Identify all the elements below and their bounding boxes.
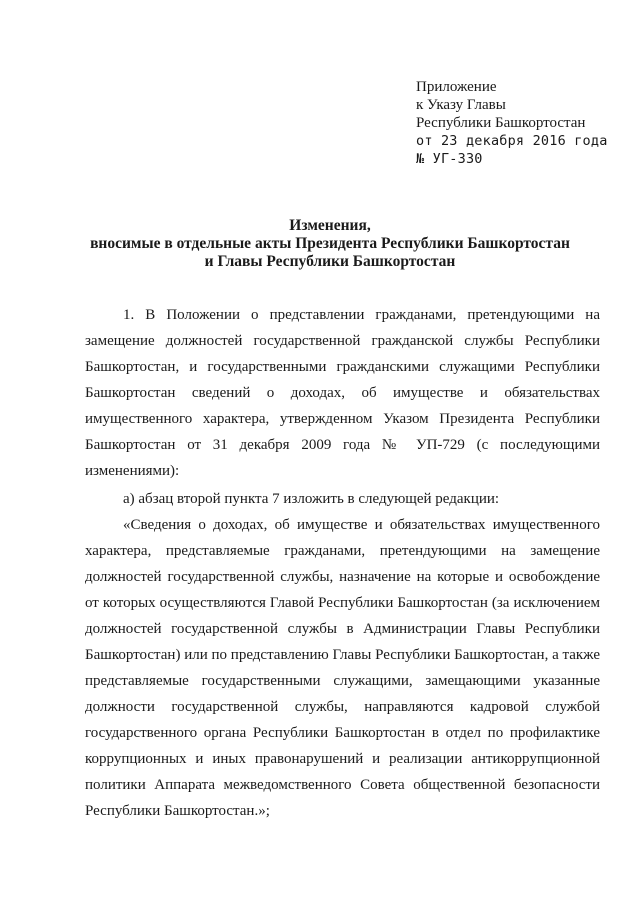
appendix-number: № УГ-330 xyxy=(416,151,483,167)
title-line-3: и Главы Республики Башкортостан xyxy=(204,253,456,270)
paragraph-1: 1. В Положении о представлении гражданами, претендующими на замещение должностей государственной гражданской службы Республики Башкортостан, и государственными гражданскими служащими Республики Башкортостан сведений о доходах, об имуществе и обязательствах имущественного характера, утвержденном Указом Президента Республики Башкортостан от 31 декабря 2009 года № УП-729 (с последующими изменениями): xyxy=(85,307,600,479)
appendix-label: Приложение xyxy=(416,79,497,95)
appendix-block xyxy=(416,78,608,168)
title-line-1: Изменения, xyxy=(289,217,371,234)
paragraph-3: «Сведения о доходах, об имуществе и обязательствах имущественного характера, представляемые гражданами, претендующими на замещение должностей государственной службы, назначение на которые и освобождение от которых осуществляются Главой Республики Башкортостан (за исключением должностей государственной службы в Администрации Главы Республики Башкортостан) или по представлению Главы Республики Башкортостан, а также представляемые государственными служащими, замещающими указанные должности государственной службы, направляются кадровой службой государственного органа Республики Башкортостан в отдел по профилактике коррупционных и иных правонарушений и реализации антикоррупционной политики Аппарата межведомственного Совета общественной безопасности Республики Башкортостан.»; xyxy=(85,517,600,819)
appendix-republic: Республики Башкортостан xyxy=(416,115,586,131)
appendix-decree-ref: к Указу Главы xyxy=(416,97,506,113)
document-title xyxy=(60,217,600,271)
title-line-2: вносимые в отдельные акты Президента Республики Башкортостан xyxy=(90,235,570,252)
paragraph-2: а) абзац второй пункта 7 изложить в следующей редакции: xyxy=(123,491,500,507)
appendix-date: от 23 декабря 2016 года xyxy=(416,133,608,149)
